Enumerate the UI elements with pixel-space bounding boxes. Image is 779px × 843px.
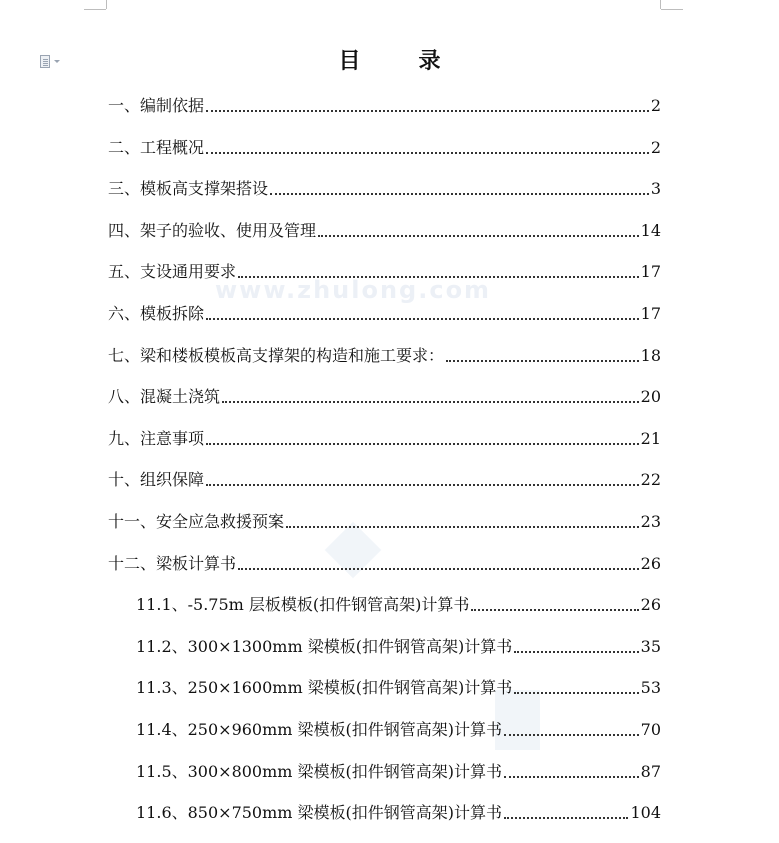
toc-entry[interactable] <box>136 675 661 699</box>
toc-entry[interactable] <box>108 426 661 450</box>
toc-dot-leader <box>504 817 628 819</box>
toc-entry-title: 11.3、250×1600mm 梁模板(扣件钢管高架)计算书 <box>136 678 513 697</box>
toc-entry-title: 二、工程概况 <box>108 138 205 157</box>
toc-entry-title: 11.4、250×960mm 梁模板(扣件钢管高架)计算书 <box>136 720 503 739</box>
toc-page-number: 2 <box>650 138 661 157</box>
toc-dot-leader <box>206 443 639 445</box>
toc-entry-title: 十二、梁板计算书 <box>108 554 237 573</box>
toc-entry-title: 十、组织保障 <box>108 470 205 489</box>
toc-dot-leader <box>514 651 638 653</box>
toc-dot-leader <box>206 318 639 320</box>
toc-dot-leader <box>318 235 639 237</box>
toc-page-number: 70 <box>640 720 661 739</box>
toc-entry[interactable] <box>108 259 661 283</box>
toc-dot-leader <box>270 193 649 195</box>
toc-entry-title: 11.5、300×800mm 梁模板(扣件钢管高架)计算书 <box>136 762 503 781</box>
toc-entry[interactable] <box>108 384 661 408</box>
toc-entry[interactable] <box>108 301 661 325</box>
toc-entry[interactable] <box>108 551 661 575</box>
toc-page-number: 2 <box>650 96 661 115</box>
toc-entry[interactable] <box>136 634 661 658</box>
toc-entry[interactable] <box>108 176 661 200</box>
toc-dot-leader <box>471 609 638 611</box>
toc-dot-leader <box>446 360 639 362</box>
toc-dot-leader <box>206 152 649 154</box>
toc-entry[interactable] <box>108 509 661 533</box>
toc-page-number: 26 <box>640 554 661 573</box>
toc-entry-title: 四、架子的验收、使用及管理 <box>108 221 317 240</box>
toc-dot-leader <box>238 568 639 570</box>
toc-page-number: 87 <box>640 762 661 781</box>
toc-entry-title: 11.6、850×750mm 梁模板(扣件钢管高架)计算书 <box>136 803 503 822</box>
toc-page-number: 17 <box>640 304 661 323</box>
toc-page-number: 21 <box>640 429 661 448</box>
toc-dot-leader <box>286 526 639 528</box>
toc-page-number: 104 <box>630 803 661 822</box>
toc-entry-title: 十一、安全应急救援预案 <box>108 512 285 531</box>
toc-entry[interactable] <box>136 759 661 783</box>
toc-dot-leader <box>206 110 649 112</box>
watermark: www.zhulong.com <box>215 276 492 304</box>
toc-page-number: 26 <box>640 595 661 614</box>
toc-entry-title: 一、编制依据 <box>108 96 205 115</box>
toc-page-number: 3 <box>650 179 661 198</box>
toc-entry[interactable] <box>108 93 661 117</box>
toc-entry-title: 11.1、-5.75m 层板模板(扣件钢管高架)计算书 <box>136 595 470 614</box>
toc-entry[interactable] <box>108 135 661 159</box>
toc-dot-leader <box>238 276 639 278</box>
toc-page-number: 35 <box>640 637 661 656</box>
toc-page-number: 14 <box>640 221 661 240</box>
toc-entry[interactable] <box>136 717 661 741</box>
toc-dot-leader <box>222 401 639 403</box>
toc-entry[interactable] <box>136 592 661 616</box>
toc-entry[interactable] <box>108 218 661 242</box>
toc-entry-title: 八、混凝土浇筑 <box>108 387 221 406</box>
toc-entry-title: 11.2、300×1300mm 梁模板(扣件钢管高架)计算书 <box>136 637 513 656</box>
toc-entry[interactable] <box>108 467 661 491</box>
page-title: 目 录 <box>338 48 459 74</box>
toc-dot-leader <box>504 776 639 778</box>
toc-dot-leader <box>504 734 639 736</box>
toc-entry[interactable] <box>136 800 661 824</box>
toc-page-number: 17 <box>640 262 661 281</box>
toc-entry-title: 五、支设通用要求 <box>108 262 237 281</box>
toc-dot-leader <box>514 692 638 694</box>
toc-entry-title: 九、注意事项 <box>108 429 205 448</box>
toc-entry-title: 三、模板高支撑架搭设 <box>108 179 269 198</box>
toc-entry[interactable] <box>108 343 661 367</box>
toc-dot-leader <box>206 484 639 486</box>
toc-page-number: 22 <box>640 470 661 489</box>
toc-page-number: 23 <box>640 512 661 531</box>
toc-entry-title: 六、模板拆除 <box>108 304 205 323</box>
toc-entry-title: 七、梁和楼板模板高支撑架的构造和施工要求： <box>108 346 445 365</box>
toc-page-number: 20 <box>640 387 661 406</box>
toc-page-number: 53 <box>640 678 661 697</box>
toc-page-number: 18 <box>640 346 661 365</box>
